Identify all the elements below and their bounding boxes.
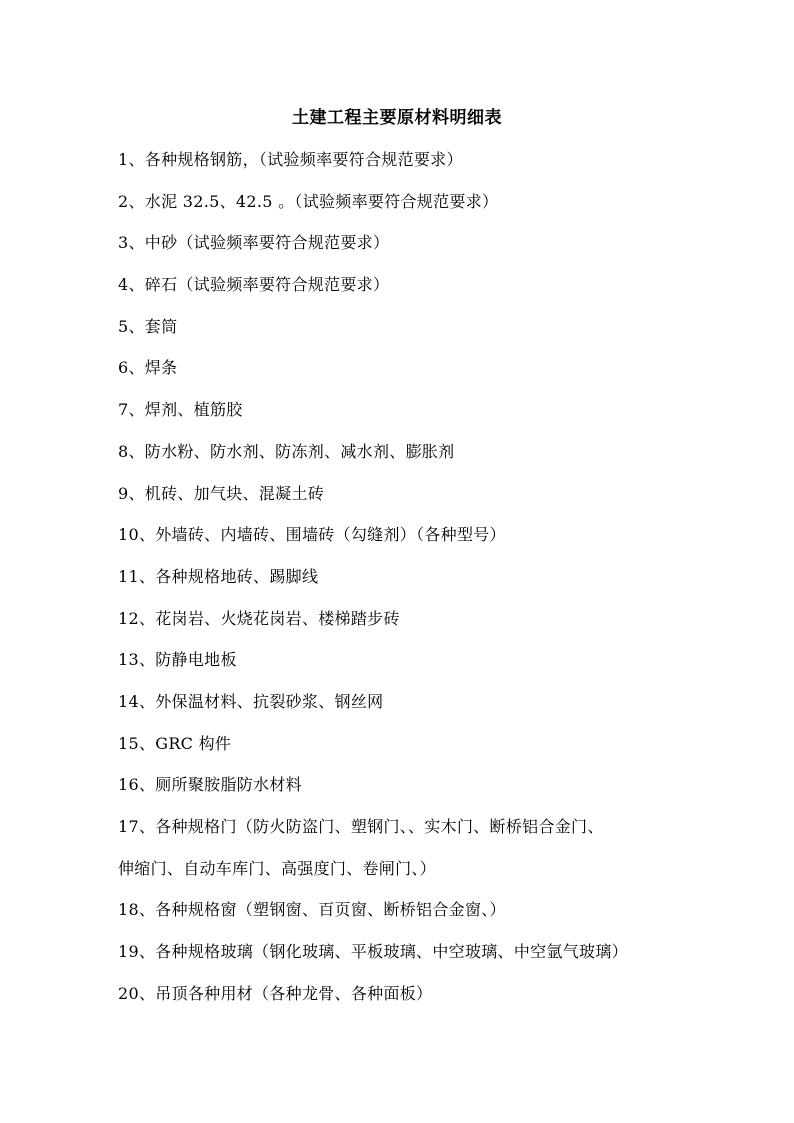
list-item: 16、厕所聚胺脂防水材料 [118,775,302,795]
list-item: 8、防水粉、防水剂、防冻剂、减水剂、膨胀剂 [118,441,455,461]
list-item: 4、碎石（试验频率要符合规范要求） [118,275,390,295]
list-item: 14、外保温材料、抗裂砂浆、钢丝网 [118,691,384,711]
list-item: 1、各种规格钢筋，（试验频率要符合规范要求） [118,150,463,169]
list-item-continuation: 伸缩门、自动车库门、高强度门、卷闸门、） [118,858,437,878]
list-item: 17、各种规格门（防火防盗门、塑钢门、、实木门、断桥铝合金门、 [118,817,604,836]
list-item: 9、机砖、加气块、混凝土砖 [118,483,325,503]
list-item: 12、花岗岩、火烧花岗岩、楼梯踏步砖 [118,608,400,628]
list-item: 3、中砂（试验频率要符合规范要求） [118,233,390,253]
list-item: 6、焊条 [118,358,178,378]
list-item: 11、各种规格地砖、踢脚线 [118,566,319,586]
list-item: 15、GRC 构件 [118,733,232,753]
list-item: 18、各种规格窗（塑钢窗、百页窗、断桥铝合金窗、） [118,900,506,920]
list-item: 13、防静电地板 [118,650,237,670]
list-item: 10、外墙砖、内墙砖、围墙砖（勾缝剂）（各种型号） [118,525,506,545]
list-item: 7、焊剂、植筋胶 [118,400,243,420]
list-item: 5、套筒 [118,316,178,336]
list-item: 19、各种规格玻璃（钢化玻璃、平板玻璃、中空玻璃、中空氩气玻璃） [118,942,628,962]
list-item: 2、水泥 32.5、42.5 。（试验频率要符合规范要求） [118,191,499,211]
document-title: 土建工程主要原材料明细表 [292,108,502,128]
material-list [118,148,718,1023]
list-item: 20、吊顶各种用材（各种龙骨、各种面板） [118,983,433,1003]
